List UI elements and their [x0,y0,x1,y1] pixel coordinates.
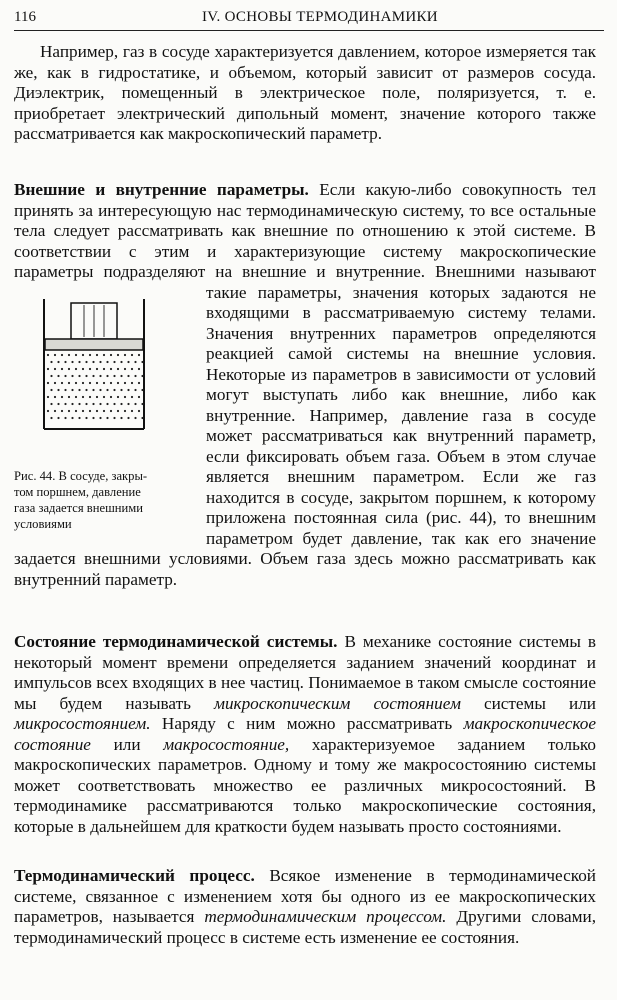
vessel-piston-diagram [14,289,154,467]
section-params-text-a: Если какую-либо совокупность тел принять за интересующую нас термодинамическую систему, то все остальные тела следует рассматривать как внешние по отношению к этой системе. В соответствии с этим и характеризующие систему макроскопические параметры подразделяют на внешние и внутренние. Внешними называют такие параметры, [14,180,596,302]
page-header [14,6,604,31]
state-text-4: или [90,734,164,754]
caption-line: том поршнем, давление [14,484,141,499]
paragraph-intro-text: Например, газ в сосуде характеризуется давлением, которое измеряется так же, как в гидростатике, и объемом, который зависит от размеров сосуда. Диэлектрик, помещенный в электрическое поле, поляризуется, т. е. приобретает электрический дипольный момент, значение которого также рассматривается как макроскопический параметр. [14,42,596,143]
piston [45,339,143,350]
process-text-1: Всякое изменение в термодинамической системе, связанное с изменением хотя бы одного из ее макроскопических параметров, называется [14,866,596,926]
section-params-text-b: значения которых задаются не входящими в рассматриваемую систему телами. Значения внутренних параметров определяются реакцией самой системы на внешние условия. Некоторые из параметров в зависимости от условий могут выступать либо как внешние, либо как внутренние. Например, давление газа в сосуде может рассматриваться как внутренний параметр, если фиксировать объем газа. Объем в этом случае является внешним параметром. Если же газ находится в сосуде, закрытом поршнем, к которому приложена постоянная сила (рис. 44), то внешним параметром будет давление, так как его значение задается внешними условиями. Объем газа здесь можно рассматривать как внутренний параметр. [14,282,596,589]
section-heading-params: Внешние и внутренние параметры. [14,180,309,199]
term-thermo-process: термодинамическим процессом. [204,907,447,926]
section-system-state [14,632,596,837]
section-external-internal-params [14,180,596,590]
caption-line: газа задается внешними [14,500,143,515]
running-head: IV. ОСНОВЫ ТЕРМОДИНАМИКИ [202,9,438,25]
figure-44 [14,285,194,547]
state-text-5: характеризуемое заданием только макроскопических параметров. Одному и тому же макросостоянию системы может соответствовать множество ее различных микросостояний. В термодинамике рассматриваются только макроскопические состояния, которые в дальнейшем для краткости будем называть просто состояниями. [14,734,596,836]
process-text-2: Другими словами, термодинамический процесс в системе есть изменение ее состояния. [14,907,596,947]
paragraph-intro [14,42,596,145]
caption-line: условиями [14,516,72,531]
term-microstate: микросостоянием. [14,714,151,733]
caption-line: Рис. 44. В сосуде, закры- [14,468,148,483]
state-text-1: В механике состояние системы в некоторый момент времени определяется заданием значений координат и импульсов всех входящих в нее частиц. Понимаемое в таком смысле состояние мы будем называть [14,632,596,713]
term-macroscopic-state: макроскопическое состояние [14,714,596,754]
term-microscopic-state: микроскопическим состоянием [213,693,461,713]
state-text-2: системы или [460,693,596,713]
section-thermo-process [14,866,596,948]
figure-caption [14,468,192,532]
section-heading-state: Состояние термодинамической системы. [14,632,338,651]
gas-particles [47,353,144,418]
section-heading-process: Термодинамический процесс. [14,866,255,885]
page-number: 116 [14,9,36,25]
term-macrostate: макросостояние, [163,734,290,754]
state-text-3: Наряду с ним можно рассматривать [150,714,464,733]
